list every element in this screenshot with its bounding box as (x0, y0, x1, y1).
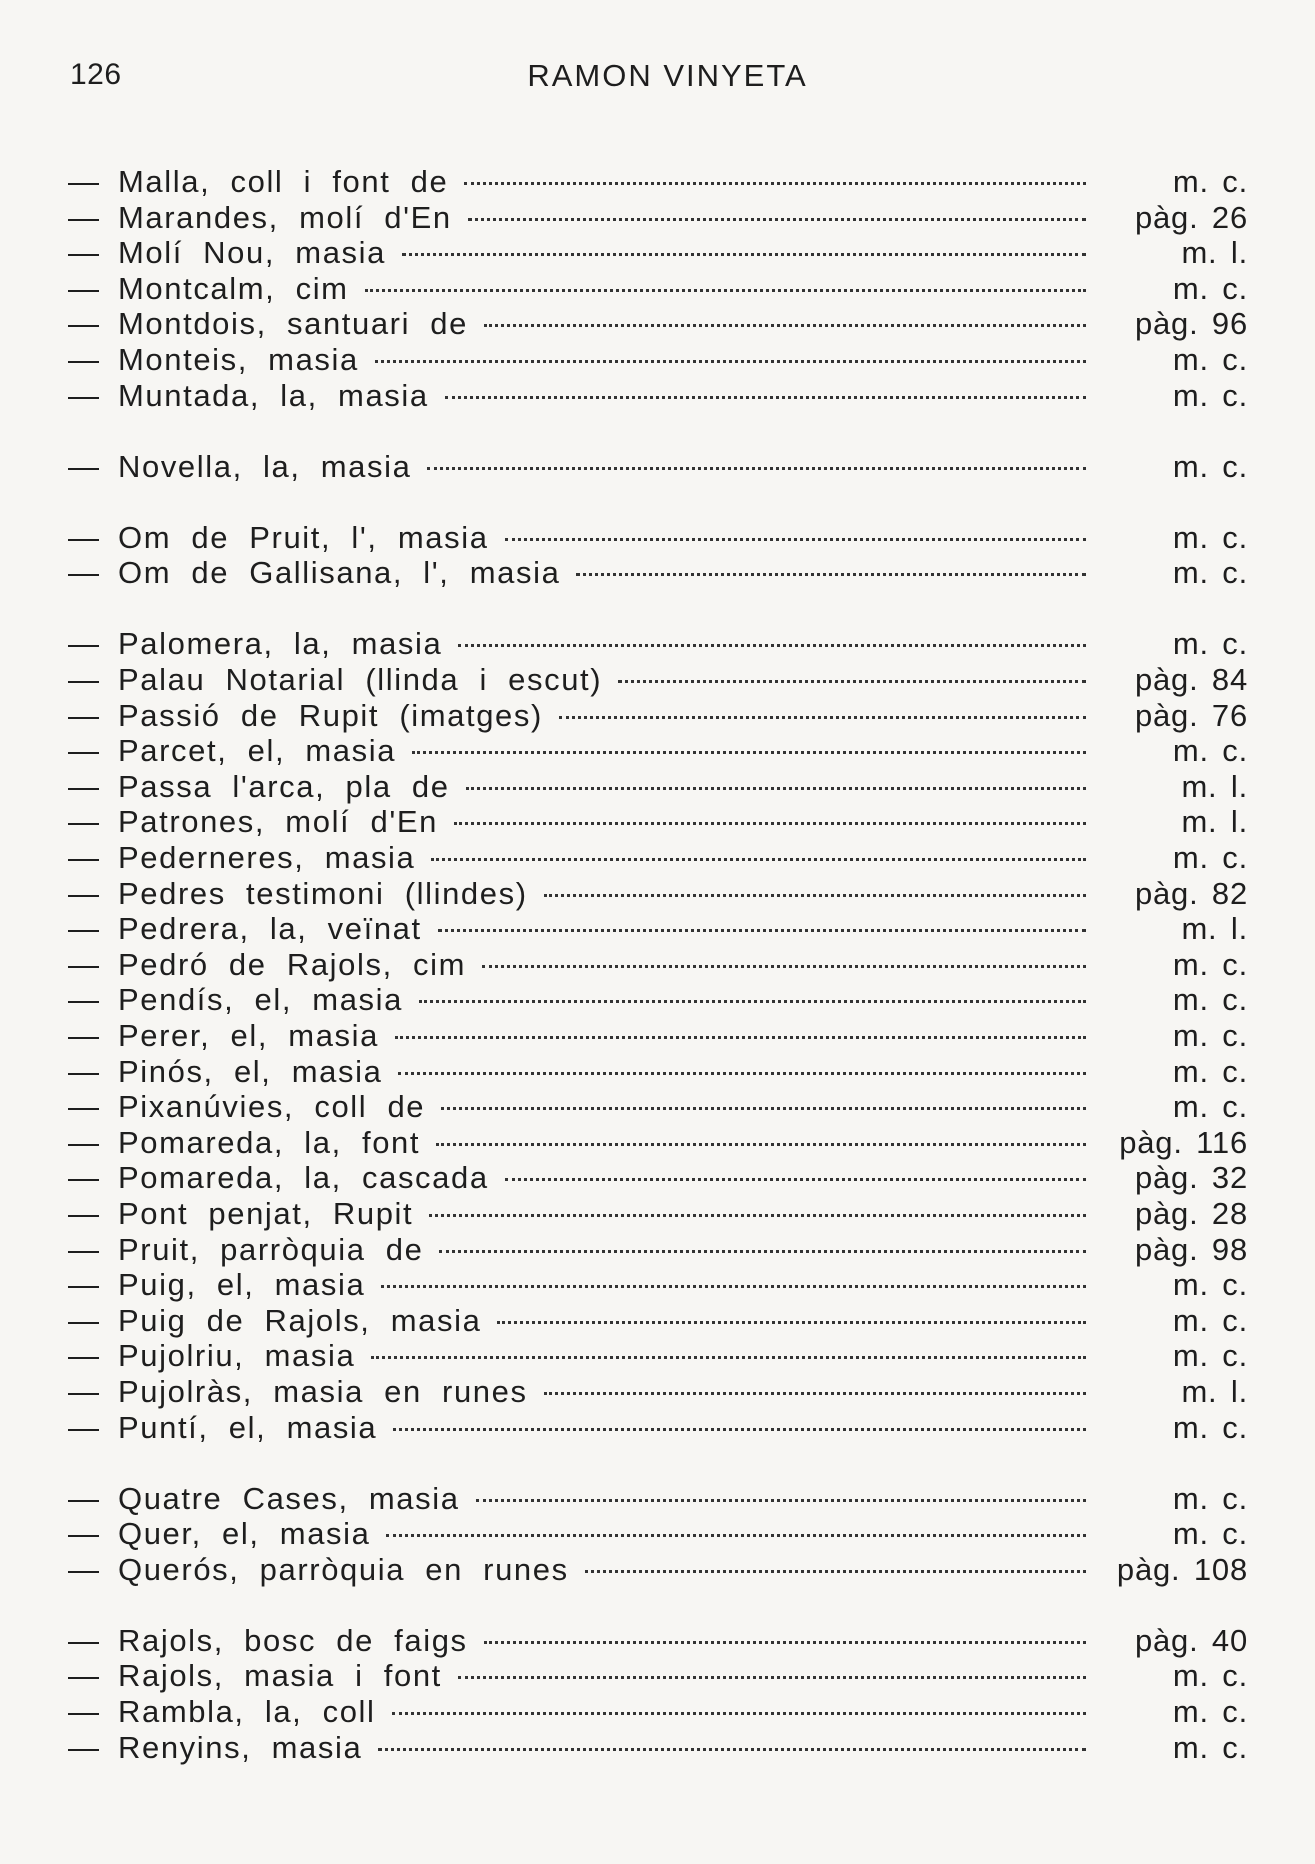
entry-label: Puig, el, masia (118, 1267, 366, 1303)
entry-dash: — (68, 1231, 99, 1267)
index-entry (68, 200, 1248, 236)
entry-label: Querós, parròquia en runes (118, 1551, 569, 1587)
index-entry (68, 1338, 1248, 1374)
entry-reference: m. c. (1172, 1089, 1248, 1125)
index-entry (68, 1730, 1248, 1766)
entry-label: Passió de Rupit (imatges) (118, 697, 543, 733)
entry-dash: — (68, 733, 99, 769)
entry-label: Pont penjat, Rupit (118, 1195, 414, 1231)
entry-dash: — (68, 555, 99, 591)
dot-leader (484, 1641, 1086, 1644)
index-entry (68, 769, 1248, 805)
index-entry (68, 1623, 1248, 1659)
entry-reference: m. c. (1172, 1694, 1248, 1730)
dot-leader (436, 1143, 1086, 1146)
dot-leader (412, 751, 1086, 754)
entry-reference: m. c. (1172, 840, 1248, 875)
entry-dash: — (68, 1622, 99, 1658)
dot-leader (576, 573, 1086, 576)
entry-dash: — (68, 1516, 99, 1552)
index-entry (68, 1658, 1248, 1694)
entry-label: Rajols, bosc de faigs (118, 1622, 468, 1658)
dot-leader (378, 1748, 1086, 1751)
entry-reference: m. c. (1172, 1017, 1248, 1053)
index-entry (68, 1516, 1248, 1552)
index-entry (68, 626, 1248, 662)
index-entry (68, 911, 1248, 947)
entry-label: Montdois, santuari de (118, 306, 468, 342)
dot-leader (585, 1570, 1086, 1573)
entry-reference: pàg. 108 (1116, 1551, 1248, 1587)
entry-reference: m. c. (1172, 1267, 1248, 1303)
entry-dash: — (68, 270, 99, 306)
entry-label: Puig de Rajols, masia (118, 1302, 482, 1338)
index-entry (68, 271, 1248, 307)
dot-leader (484, 324, 1086, 327)
dot-leader (429, 1214, 1086, 1217)
entry-reference: pàg. 26 (1134, 199, 1248, 235)
entry-reference: pàg. 32 (1134, 1160, 1248, 1196)
index-group (68, 164, 1248, 413)
entry-dash: — (68, 662, 99, 698)
entry-dash: — (68, 235, 99, 271)
entry-reference: m. c. (1172, 377, 1248, 413)
index-entry (68, 876, 1248, 912)
dot-leader (466, 787, 1086, 790)
entry-reference: m. c. (1172, 1480, 1248, 1516)
index-entry (68, 235, 1248, 271)
entry-dash: — (68, 306, 99, 342)
index-entry (68, 1160, 1248, 1196)
dot-leader (365, 289, 1086, 292)
entry-reference: m. c. (1172, 1516, 1248, 1552)
dot-leader (392, 1712, 1086, 1715)
entry-dash: — (68, 377, 99, 413)
entry-reference: m. l. (1181, 235, 1248, 271)
entry-label: Muntada, la, masia (118, 377, 429, 413)
entry-reference: m. c. (1172, 946, 1248, 982)
entry-dash: — (68, 768, 99, 804)
entry-reference: m. l. (1181, 911, 1248, 947)
entry-reference: pàg. 28 (1134, 1195, 1248, 1231)
dot-leader (398, 1072, 1086, 1075)
dot-leader (544, 894, 1086, 897)
entry-dash: — (68, 626, 99, 662)
dot-leader (431, 858, 1086, 861)
entry-reference: pàg. 96 (1134, 306, 1248, 342)
index-entry (68, 1410, 1248, 1446)
entry-label: Pinós, el, masia (118, 1053, 383, 1089)
dot-leader (505, 538, 1086, 541)
entry-reference: m. c. (1172, 733, 1248, 769)
entry-dash: — (68, 448, 99, 484)
entry-dash: — (68, 1480, 99, 1516)
entry-dash: — (68, 164, 99, 199)
index-entry (68, 982, 1248, 1018)
entry-label: Pujolriu, masia (118, 1338, 356, 1374)
entry-label: Quatre Cases, masia (118, 1480, 460, 1516)
entry-label: Pederneres, masia (118, 840, 416, 875)
index-group (68, 626, 1248, 1445)
entry-label: Pomareda, la, font (118, 1124, 421, 1160)
index-entry (68, 1374, 1248, 1410)
dot-leader (559, 716, 1086, 719)
entry-reference: m. c. (1172, 982, 1248, 1018)
index-list (68, 164, 1248, 1765)
dot-leader (544, 1392, 1086, 1395)
entry-reference: m. c. (1172, 270, 1248, 306)
entry-label: Pujolràs, masia en runes (118, 1373, 528, 1409)
index-entry (68, 1196, 1248, 1232)
entry-dash: — (68, 1053, 99, 1089)
entry-dash: — (68, 1373, 99, 1409)
entry-dash: — (68, 341, 99, 377)
index-entry (68, 698, 1248, 734)
page-number: 126 (70, 58, 122, 91)
entry-label: Pedres testimoni (llindes) (118, 875, 528, 911)
index-entry (68, 342, 1248, 378)
entry-dash: — (68, 519, 99, 555)
dot-leader (497, 1321, 1086, 1324)
dot-leader (427, 467, 1086, 470)
entry-reference: m. c. (1172, 519, 1248, 555)
index-entry (68, 555, 1248, 591)
entry-reference: pàg. 84 (1134, 662, 1248, 698)
entry-label: Malla, coll i font de (118, 164, 449, 199)
entry-dash: — (68, 1160, 99, 1196)
entry-label: Palomera, la, masia (118, 626, 443, 662)
entry-reference: m. l. (1181, 804, 1248, 840)
index-entry (68, 662, 1248, 698)
entry-label: Om de Gallisana, l', masia (118, 555, 561, 591)
dot-leader (395, 1036, 1086, 1039)
index-entry (68, 449, 1248, 485)
dot-leader (454, 822, 1086, 825)
entry-reference: m. c. (1172, 1409, 1248, 1445)
index-group (68, 1623, 1248, 1765)
entry-dash: — (68, 1694, 99, 1730)
entry-label: Molí Nou, masia (118, 235, 386, 271)
index-entry (68, 378, 1248, 414)
index-entry (68, 1552, 1248, 1588)
dot-leader (371, 1356, 1086, 1359)
entry-label: Patrones, molí d'En (118, 804, 438, 840)
entry-reference: m. c. (1172, 448, 1248, 484)
entry-label: Montcalm, cim (118, 270, 349, 306)
entry-label: Passa l'arca, pla de (118, 768, 450, 804)
entry-reference: m. c. (1172, 341, 1248, 377)
entry-dash: — (68, 1409, 99, 1445)
dot-leader (445, 396, 1086, 399)
dot-leader (482, 965, 1086, 968)
entry-reference: m. l. (1181, 1373, 1248, 1409)
entry-label: Pixanúvies, coll de (118, 1089, 426, 1125)
entry-label: Puntí, el, masia (118, 1409, 378, 1445)
dot-leader (468, 218, 1086, 221)
entry-dash: — (68, 1551, 99, 1587)
entry-dash: — (68, 1658, 99, 1694)
entry-label: Palau Notarial (llinda i escut) (118, 662, 603, 698)
index-entry (68, 1267, 1248, 1303)
entry-dash: — (68, 1089, 99, 1125)
entry-reference: m. c. (1172, 1053, 1248, 1089)
index-group (68, 1481, 1248, 1588)
entry-label: Renyins, masia (118, 1729, 363, 1765)
entry-label: Pendís, el, masia (118, 982, 403, 1018)
dot-leader (381, 1285, 1086, 1288)
dot-leader (375, 360, 1086, 363)
entry-reference: pàg. 116 (1119, 1124, 1248, 1160)
entry-dash: — (68, 982, 99, 1018)
entry-dash: — (68, 1017, 99, 1053)
entry-dash: — (68, 911, 99, 947)
entry-reference: m. l. (1181, 768, 1248, 804)
entry-reference: pàg. 82 (1134, 875, 1248, 911)
entry-dash: — (68, 1267, 99, 1303)
dot-leader (458, 1676, 1086, 1679)
entry-label: Parcet, el, masia (118, 733, 397, 769)
entry-label: Rambla, la, coll (118, 1694, 376, 1730)
entry-reference: pàg. 40 (1134, 1622, 1248, 1658)
entry-dash: — (68, 1302, 99, 1338)
index-entry (68, 520, 1248, 556)
entry-reference: m. c. (1172, 555, 1248, 591)
dot-leader (438, 929, 1086, 932)
dot-leader (618, 680, 1086, 683)
entry-label: Om de Pruit, l', masia (118, 519, 489, 555)
dot-leader (476, 1499, 1086, 1502)
index-entry (68, 306, 1248, 342)
index-entry (68, 804, 1248, 840)
index-entry (68, 1054, 1248, 1090)
index-entry (68, 1481, 1248, 1517)
index-entry (68, 840, 1248, 876)
running-head: RAMON VINYETA (527, 58, 808, 93)
dot-leader (439, 1250, 1086, 1253)
index-entry (68, 733, 1248, 769)
entry-label: Monteis, masia (118, 341, 359, 377)
index-entry (68, 1089, 1248, 1125)
entry-reference: m. c. (1172, 1302, 1248, 1338)
entry-reference: m. c. (1172, 1658, 1248, 1694)
entry-reference: m. c. (1172, 1338, 1248, 1374)
index-entry (68, 1125, 1248, 1161)
index-entry (68, 947, 1248, 983)
entry-dash: — (68, 1195, 99, 1231)
dot-leader (402, 253, 1086, 256)
index-group (68, 520, 1248, 591)
entry-label: Pedró de Rajols, cim (118, 946, 467, 982)
dot-leader (419, 1000, 1086, 1003)
entry-reference: m. c. (1172, 1729, 1248, 1765)
entry-dash: — (68, 1729, 99, 1765)
entry-label: Perer, el, masia (118, 1017, 379, 1053)
dot-leader (441, 1107, 1086, 1110)
entry-label: Pomareda, la, cascada (118, 1160, 489, 1196)
dot-leader (393, 1428, 1086, 1431)
index-entry (68, 1232, 1248, 1268)
entry-reference: pàg. 76 (1134, 697, 1248, 733)
dot-leader (458, 644, 1086, 647)
entry-dash: — (68, 875, 99, 911)
dot-leader (464, 182, 1086, 185)
entry-dash: — (68, 840, 99, 875)
entry-label: Rajols, masia i font (118, 1658, 442, 1694)
entry-reference: m. c. (1172, 164, 1248, 199)
entry-label: Novella, la, masia (118, 448, 412, 484)
dot-leader (386, 1534, 1086, 1537)
entry-dash: — (68, 804, 99, 840)
entry-label: Pedrera, la, veïnat (118, 911, 422, 947)
entry-dash: — (68, 946, 99, 982)
entry-dash: — (68, 1124, 99, 1160)
index-entry (68, 164, 1248, 200)
index-entry (68, 1018, 1248, 1054)
entry-reference: m. c. (1172, 626, 1248, 662)
entry-dash: — (68, 1338, 99, 1374)
entry-label: Quer, el, masia (118, 1516, 371, 1552)
index-entry (68, 1303, 1248, 1339)
entry-reference: pàg. 98 (1134, 1231, 1248, 1267)
entry-dash: — (68, 199, 99, 235)
dot-leader (505, 1178, 1086, 1181)
entry-dash: — (68, 697, 99, 733)
entry-label: Marandes, molí d'En (118, 199, 452, 235)
index-entry (68, 1694, 1248, 1730)
entry-label: Pruit, parròquia de (118, 1231, 424, 1267)
index-group (68, 449, 1248, 485)
